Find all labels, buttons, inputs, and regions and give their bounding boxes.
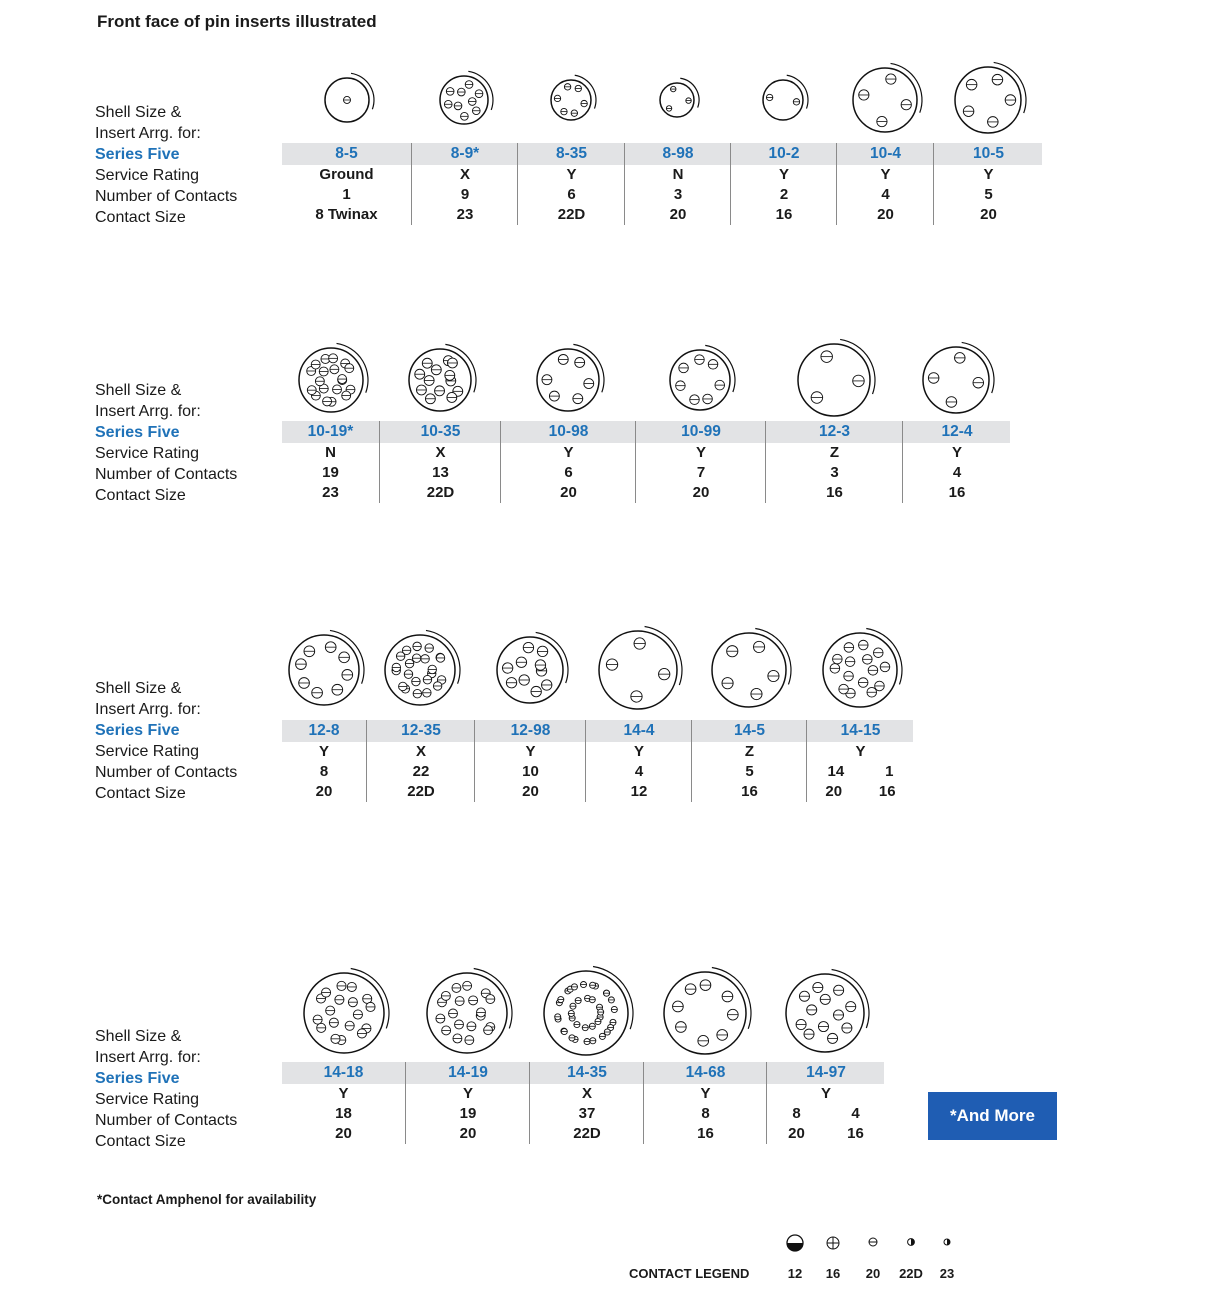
insert-diagram-14-97 — [778, 966, 872, 1065]
contact-size: 20 — [980, 206, 997, 223]
insert-column — [517, 143, 625, 225]
contacts-count: 37 — [578, 1105, 596, 1122]
insert-diagram-14-15 — [815, 625, 905, 720]
contact-23-icon — [927, 1232, 967, 1254]
contact-size: 20 — [692, 484, 710, 501]
contact-size: 12 — [630, 783, 648, 800]
insert-diagram-10-19 — [291, 340, 371, 425]
insert-name: 8-5 — [335, 145, 358, 162]
insert-face-icon — [281, 627, 367, 713]
insert-diagram-14-4 — [591, 623, 685, 722]
insert-face-icon — [591, 623, 685, 717]
insert-name: 12-8 — [308, 722, 340, 739]
contact-size: 20 — [335, 1125, 352, 1142]
insert-diagram-8-98 — [652, 75, 702, 130]
insert-name: 10-5 — [972, 145, 1005, 162]
insert-column — [282, 720, 366, 802]
row-labels: Shell Size & Insert Arrg. for: Series Five Service Rating Number of Contacts Contact Size — [95, 382, 238, 504]
legend-item-12: 12 — [775, 1232, 815, 1259]
insert-diagram-12-8 — [281, 627, 367, 718]
insert-diagram-14-5 — [704, 625, 794, 720]
insert-diagram-10-99 — [662, 342, 738, 423]
insert-name: 12-3 — [818, 423, 851, 440]
legend-item-23: 23 — [927, 1232, 967, 1259]
service-rating: N — [672, 166, 684, 183]
contacts-count: 5 — [745, 763, 754, 780]
contact-size: 16 — [775, 206, 793, 223]
service-rating: X — [435, 444, 446, 461]
insert-column — [529, 1062, 644, 1144]
contact-size: 22D — [557, 206, 586, 223]
insert-column — [635, 421, 766, 503]
insert-column — [691, 720, 807, 802]
insert-column — [282, 421, 379, 503]
insert-diagram-10-4 — [845, 60, 925, 145]
row-labels: Shell Size & Insert Arrg. for: Series Five Service Rating Number of Contacts Contact Size — [95, 1028, 238, 1150]
insert-name: 12-35 — [401, 722, 441, 739]
insert-column — [730, 143, 837, 225]
contacts-count: 4 — [634, 763, 644, 780]
insert-diagram-10-98 — [529, 341, 607, 424]
insert-diagram-10-2 — [755, 72, 811, 133]
contacts-count: 6 — [564, 464, 573, 481]
legend-item-20: 20 — [853, 1232, 893, 1259]
insert-name: 10-19* — [307, 423, 354, 440]
service-rating: Y — [633, 743, 644, 760]
contacts-count: 1 — [342, 186, 351, 203]
row-labels: Shell Size & Insert Arrg. for: Series Five Service Rating Number of Contacts Contact Size — [95, 680, 238, 802]
insert-face-icon — [815, 625, 905, 715]
insert-name: 14-35 — [567, 1064, 607, 1081]
insert-diagram-8-9 — [432, 68, 496, 137]
insert-face-icon — [755, 72, 811, 128]
insert-face-icon — [432, 68, 496, 132]
contact-size: 20 16 — [788, 1125, 864, 1142]
contact-size: 20 — [877, 206, 894, 223]
contact-size: 16 — [826, 484, 843, 501]
insert-column — [624, 143, 731, 225]
insert-diagram-14-19 — [419, 965, 515, 1066]
service-rating: Y — [525, 743, 536, 760]
insert-diagram-8-5 — [317, 70, 377, 135]
insert-column — [765, 421, 903, 503]
insert-diagram-14-18 — [296, 965, 392, 1066]
insert-face-icon — [296, 965, 392, 1061]
insert-face-icon — [790, 336, 878, 424]
insert-diagram-8-35 — [543, 72, 599, 133]
insert-column — [366, 720, 475, 802]
insert-name: 10-2 — [768, 145, 800, 162]
insert-name: 14-19 — [448, 1064, 488, 1081]
contacts-count: 5 — [984, 186, 993, 203]
insert-name: 10-99 — [681, 423, 721, 440]
insert-column — [806, 720, 914, 802]
contact-20-icon — [853, 1232, 893, 1254]
contacts-count: 8 — [701, 1105, 710, 1122]
insert-name: 10-35 — [420, 423, 461, 440]
insert-name: 10-4 — [869, 145, 902, 162]
insert-name: 14-97 — [806, 1064, 846, 1081]
contact-size: 23 — [322, 484, 339, 501]
service-rating: Y — [700, 1085, 711, 1102]
contacts-count: 18 — [335, 1105, 352, 1122]
service-rating: Y — [318, 743, 329, 760]
insert-diagram-14-35 — [536, 963, 636, 1068]
contact-22d-icon — [891, 1232, 931, 1254]
contact-16-icon — [813, 1232, 853, 1254]
insert-column — [405, 1062, 530, 1144]
insert-face-icon — [489, 629, 571, 711]
insert-name: 12-4 — [941, 423, 973, 440]
contact-size: 20 — [669, 206, 687, 223]
insert-face-icon — [419, 965, 515, 1061]
insert-column — [500, 421, 636, 503]
insert-face-icon — [543, 72, 599, 128]
contacts-count: 4 — [952, 464, 962, 481]
service-rating: Y — [855, 743, 866, 760]
insert-diagram-10-5 — [947, 59, 1029, 146]
insert-face-icon — [291, 340, 371, 420]
service-rating: X — [581, 1085, 592, 1102]
insert-face-icon — [947, 59, 1029, 141]
legend-item-16: 16 — [813, 1232, 853, 1259]
insert-face-icon — [845, 60, 925, 140]
insert-name: 8-9* — [450, 145, 480, 162]
insert-column — [585, 720, 692, 802]
insert-face-icon — [778, 966, 872, 1060]
insert-name: 12-98 — [510, 722, 551, 739]
contact-size: 16 — [741, 783, 758, 800]
service-rating: Y — [566, 166, 577, 183]
contact-size: 16 — [697, 1125, 714, 1142]
contacts-count: 3 — [830, 464, 839, 481]
contacts-count: 9 — [460, 186, 470, 203]
contact-size: 20 — [522, 783, 539, 800]
insert-face-icon — [656, 964, 754, 1062]
contact-size: 20 — [315, 783, 333, 800]
insert-column — [933, 143, 1043, 225]
insert-diagram-12-98 — [489, 629, 571, 716]
insert-face-icon — [536, 963, 636, 1063]
service-rating: Y — [462, 1085, 473, 1102]
insert-name: 14-5 — [733, 722, 766, 739]
service-rating: X — [459, 166, 470, 183]
insert-column — [902, 421, 1011, 503]
contact-size: 20 16 — [825, 783, 896, 800]
contacts-count: 6 — [567, 186, 576, 203]
insert-name: 14-68 — [685, 1064, 726, 1081]
contact-size: 8 Twinax — [315, 206, 378, 223]
page-title: Front face of pin inserts illustrated — [97, 12, 377, 31]
insert-name: 8-35 — [555, 145, 588, 162]
insert-diagram-12-35 — [377, 627, 463, 718]
contact-12-icon — [775, 1232, 815, 1254]
insert-name: 14-4 — [623, 722, 655, 739]
insert-column — [643, 1062, 767, 1144]
insert-face-icon — [401, 341, 479, 419]
insert-face-icon — [915, 339, 997, 421]
contacts-count: 19 — [459, 1105, 477, 1122]
contact-size: 20 — [459, 1125, 477, 1142]
insert-column — [766, 1062, 885, 1144]
insert-face-icon — [529, 341, 607, 419]
contacts-count: 8 4 — [792, 1105, 860, 1122]
insert-name: 10-98 — [548, 423, 589, 440]
contact-size: 16 — [948, 484, 966, 501]
service-rating: Y — [820, 1085, 831, 1102]
insert-column — [282, 143, 411, 225]
insert-face-icon — [377, 627, 463, 713]
service-rating: X — [415, 743, 426, 760]
insert-diagram-10-35 — [401, 341, 479, 424]
insert-column — [836, 143, 934, 225]
service-rating: Y — [695, 444, 706, 461]
contact-size: 20 — [560, 484, 577, 501]
insert-diagram-12-3 — [790, 336, 878, 429]
insert-face-icon — [662, 342, 738, 418]
contacts-count: 13 — [432, 464, 449, 481]
insert-column — [474, 720, 586, 802]
service-rating: N — [325, 444, 336, 461]
insert-diagram-14-68 — [656, 964, 754, 1067]
contacts-count: 4 — [881, 186, 890, 203]
contacts-count: 10 — [522, 763, 539, 780]
service-rating: Y — [563, 444, 574, 461]
insert-face-icon — [317, 70, 377, 130]
insert-name: 8-98 — [662, 145, 694, 162]
contacts-count: 7 — [696, 464, 706, 481]
service-rating: Y — [951, 444, 962, 461]
contacts-count: 14 1 — [827, 763, 894, 780]
and-more-button[interactable]: *And More — [928, 1092, 1057, 1140]
contact-size: 22D — [573, 1125, 601, 1142]
contacts-count: 8 — [319, 763, 329, 780]
contact-size: 22D — [407, 783, 435, 800]
service-rating: Ground — [319, 166, 374, 183]
service-rating: Y — [983, 166, 994, 183]
contacts-count: 2 — [779, 186, 789, 203]
service-rating: Z — [829, 444, 840, 461]
insert-column — [379, 421, 501, 503]
service-rating: Y — [338, 1085, 349, 1102]
insert-name: 14-18 — [323, 1064, 364, 1081]
insert-name: 14-15 — [840, 722, 881, 739]
contacts-count: 19 — [322, 464, 339, 481]
row-labels: Shell Size & Insert Arrg. for: Series Five Service Rating Number of Contacts Contact Size — [95, 104, 238, 226]
service-rating: Z — [744, 743, 755, 760]
contacts-count: 22 — [412, 763, 430, 780]
service-rating: Y — [778, 166, 789, 183]
contact-size: 22D — [426, 484, 455, 501]
insert-column — [282, 1062, 405, 1144]
service-rating: Y — [880, 166, 891, 183]
insert-face-icon — [704, 625, 794, 715]
contacts-count: 3 — [673, 186, 683, 203]
insert-column — [411, 143, 518, 225]
contact-size: 23 — [456, 206, 474, 223]
footnote: *Contact Amphenol for availability — [97, 1192, 317, 1207]
insert-diagram-12-4 — [915, 339, 997, 426]
legend-item-22d: 22D — [891, 1232, 931, 1259]
insert-face-icon — [652, 75, 702, 125]
